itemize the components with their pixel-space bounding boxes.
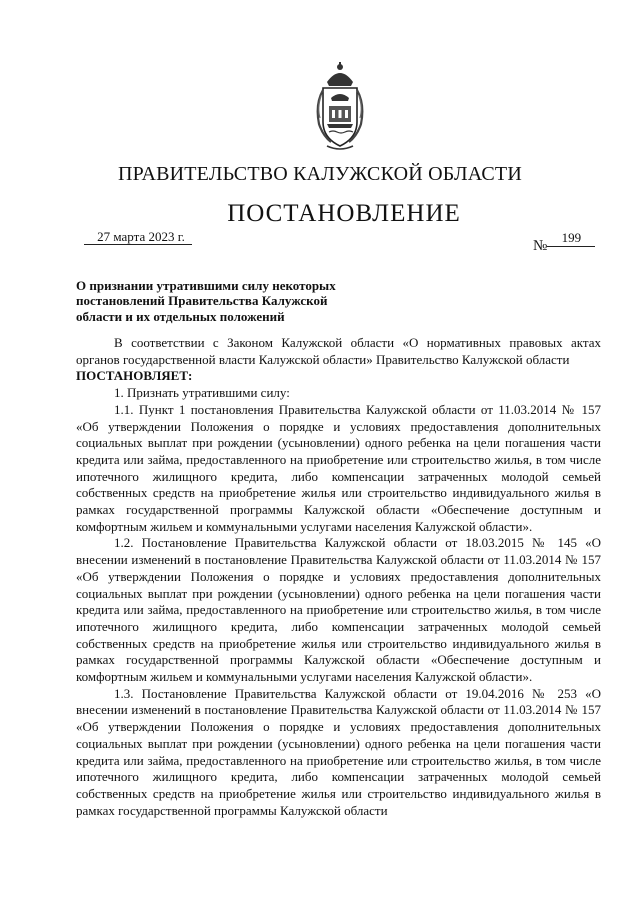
document-number [533,230,595,255]
document-body [76,335,601,819]
coat-of-arms-icon [313,60,367,152]
organization-title: ПРАВИТЕЛЬСТВО КАЛУЖСКОЙ ОБЛАСТИ [118,163,522,185]
document-date: 27 марта 2023 г. [84,229,192,245]
list-item: 1.3. Постановление Правительства Калужской области от 19.04.2016 № 253 «О внесении изменений в постановление Правительства Калужской области от 11.03.2014 № 157 «Об утверждении Положения о порядке и условиях предоставления дополнительных социальных выплат при рождении (усыновлении) одного ребенка на цели погашения части кредита или займа, предоставленного на приобретение или строительство жилья, в том числе ипотечного жилищного кредита, либо компенсации затраченных молодой семьей собственных средств на приобретение жилья или строительство индивидуального жилья в рамках государственной программы Калужской области [76,685,601,818]
number-value: 199 [547,230,595,247]
list-item: 1.1. Пункт 1 постановления Правительства Калужской области от 11.03.2014 № 157 «Об утверждении Положения о порядке и условиях предоставления дополнительных социальных выплат при рождении (усыновлении) одного ребенка на цели погашения части кредита или займа, предоставленного на приобретение или строительство жилья, в том числе ипотечного жилищного кредита, либо компенсации затраченных молодой семьей собственных средств на приобретение жилья или строительство индивидуального жилья в рамках государственной программы Калужской области «Обеспечение доступным и комфортным жильем и коммунальными услугами населения Калужской области». [76,401,601,534]
list-item: 1.2. Постановление Правительства Калужской области от 18.03.2015 № 145 «О внесении изменений в постановление Правительства Калужской области от 11.03.2014 № 157 «Об утверждении Положения о порядке и условиях предоставления дополнительных социальных выплат при рождении (усыновлении) одного ребенка на цели погашения части кредита или займа, предоставленного на приобретение или строительство жилья, в том числе ипотечного жилищного кредита, либо компенсации затраченных молодой семьей собственных средств на приобретение жилья или строительство индивидуального жилья в рамках государственной программы Калужской области «Обеспечение доступным и комфортным жильем и коммунальными услугами населения Калужской области». [76,535,601,685]
list-item: 1. Признать утратившими силу: [114,385,290,401]
document-type-title: ПОСТАНОВЛЕНИЕ [227,200,461,227]
number-sign: № [533,238,548,254]
preamble-paragraph: В соответствии с Законом Калужской области «О нормативных правовых актах органов государственной власти Калужской области» Правительство Калужской области [76,335,601,367]
resolves-heading: ПОСТАНОВЛЯЕТ: [76,368,193,384]
document-subject: О признании утратившими силу некоторых постановлений Правительства Калужской области и их отдельных положений [76,278,336,324]
